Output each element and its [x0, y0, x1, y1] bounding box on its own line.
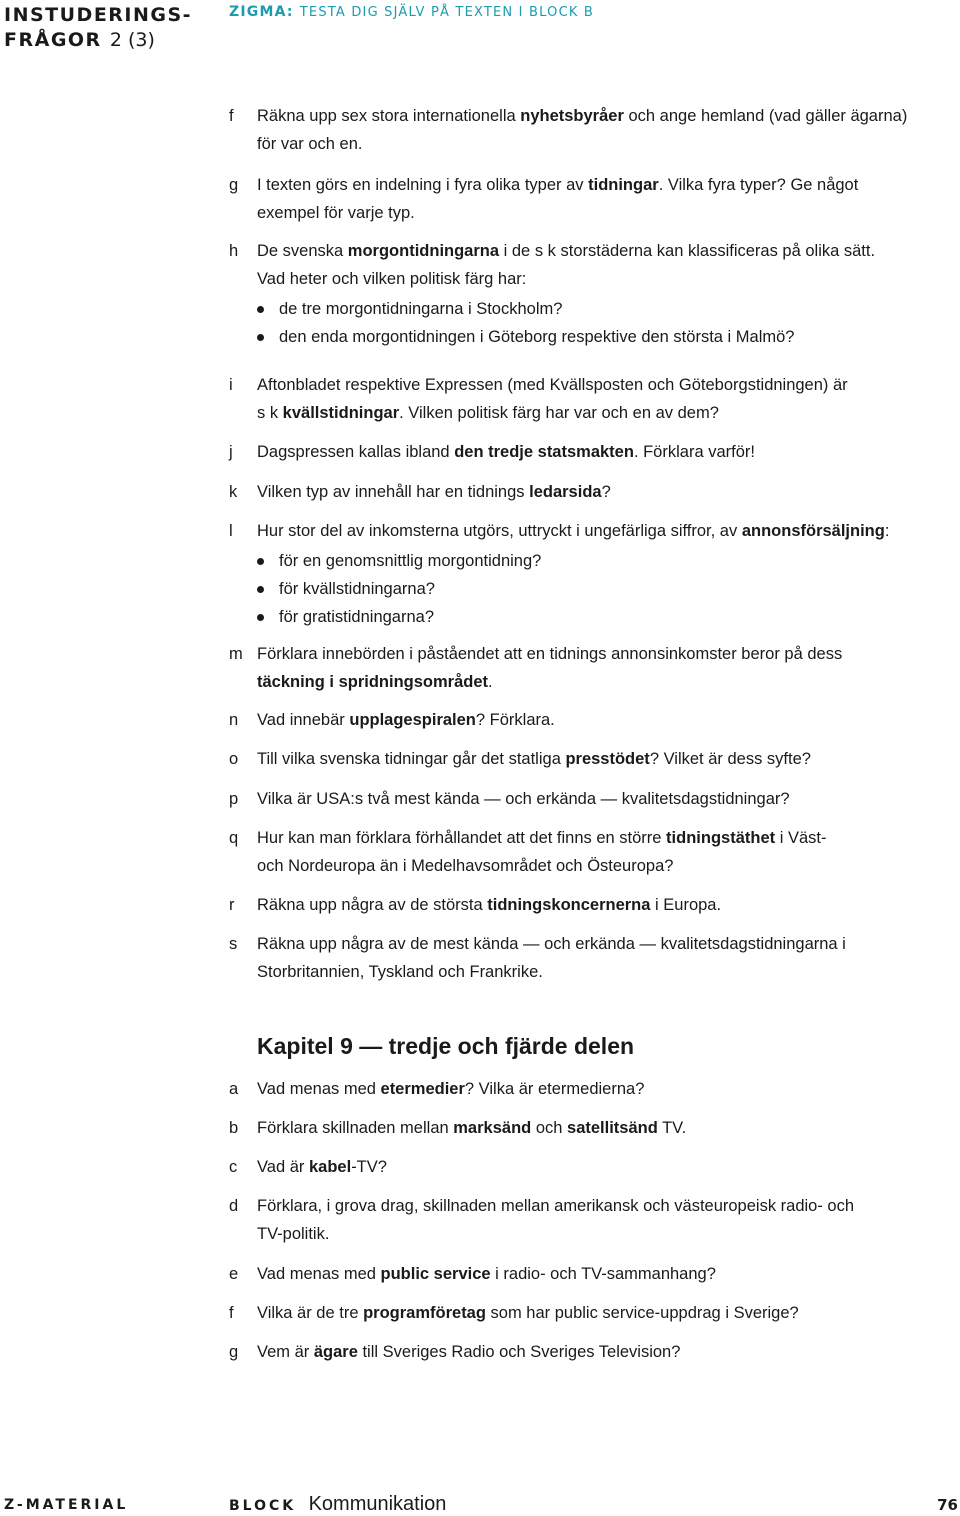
text-segment: Aftonbladet respektive Expressen (med Kvällsposten och Göteborgstidningen) är [257, 376, 848, 394]
question-letter: p [229, 790, 239, 808]
footer-block-name: Kommunikation [308, 1493, 447, 1515]
question-text [257, 478, 957, 506]
bullet-item: för en genomsnittlig morgontidning? [257, 547, 957, 575]
text-segment: exempel för varje typ. [257, 204, 415, 222]
text-segment: Räkna upp några av de mest kända — och erkända — kvalitetsdagstidningarna i [257, 935, 846, 953]
question-line [257, 1075, 957, 1103]
question-line [257, 891, 957, 919]
text-segment: Hur stor del av inkomsterna utgörs, uttryckt i ungefärliga siffror, av [257, 522, 742, 540]
text-segment: i de s k storstäderna kan klassificeras på olika sätt. [499, 242, 876, 260]
key-term: tidningar [588, 176, 659, 194]
text-segment: i radio- och TV-sammanhang? [490, 1265, 716, 1283]
question-line [257, 1192, 957, 1220]
page-footer [0, 1493, 960, 1515]
key-term: ledarsida [529, 483, 602, 501]
key-term: morgontidningarna [347, 242, 500, 260]
question-line [257, 171, 957, 199]
question-line [257, 706, 957, 734]
question-text [257, 824, 957, 880]
question-letter: n [229, 711, 239, 729]
text-segment: Vad innebär [257, 711, 350, 729]
text-segment: : [884, 522, 890, 540]
key-term: nyhetsbyråer [520, 107, 624, 125]
key-term: tidningskoncernerna [487, 896, 651, 914]
question-line [257, 785, 957, 813]
footer-block [229, 1493, 446, 1516]
footer-series: Z-MATERIAL [4, 1497, 129, 1513]
question-text [257, 371, 957, 427]
question-letter: f [229, 1304, 234, 1322]
question-text [257, 785, 957, 813]
text-segment: TV. [657, 1119, 687, 1137]
key-term: annonsförsäljning [741, 522, 885, 540]
question-text [257, 891, 957, 919]
question-line [257, 824, 957, 852]
key-term: täckning i spridningsområdet [257, 673, 489, 691]
text-segment: ? Förklara. [475, 711, 555, 729]
text-segment: De svenska [257, 242, 348, 260]
question-text [257, 237, 957, 351]
key-term: etermedier [380, 1080, 465, 1098]
question-letter: d [229, 1197, 239, 1215]
text-segment: Storbritannien, Tyskland och Frankrike. [257, 963, 543, 981]
text-segment: Dagspressen kallas ibland [257, 443, 455, 461]
question-line [257, 745, 957, 773]
text-segment: i Europa. [650, 896, 722, 914]
text-segment: för var och en. [257, 135, 363, 153]
question-line [257, 1114, 957, 1142]
section-brand: ZIGMA: [229, 4, 294, 20]
key-term: kvällstidningar [282, 404, 400, 422]
section-text: TESTA DIG SJÄLV PÅ TEXTEN I BLOCK B [299, 5, 595, 20]
question-line [257, 102, 957, 130]
question-letter: a [229, 1080, 239, 1098]
text-segment: -TV? [351, 1158, 387, 1176]
text-segment: Vad heter och vilken politisk färg har: [257, 270, 527, 288]
question-letter: q [229, 829, 239, 847]
question-line [257, 371, 957, 399]
text-segment: Förklara, i grova drag, skillnaden mellan amerikansk och västeuropeisk radio- och [257, 1197, 855, 1215]
text-segment: ? Vilka är etermedierna? [464, 1080, 645, 1098]
text-segment: Hur kan man förklara förhållandet att det finns en större [257, 829, 667, 847]
question-letter: g [229, 176, 239, 194]
question-text [257, 745, 957, 773]
question-letter: e [229, 1265, 239, 1283]
question-text [257, 706, 957, 734]
question-letter: l [229, 522, 233, 540]
question-line [257, 478, 957, 506]
footer-block-label: BLOCK [229, 1498, 297, 1514]
bullet-list [257, 547, 957, 631]
question-text [257, 1338, 957, 1366]
page-header [4, 3, 192, 53]
key-term: upplagespiralen [349, 711, 476, 729]
question-text [257, 102, 957, 158]
question-line [257, 517, 957, 545]
question-letter: h [229, 242, 239, 260]
question-letter: j [229, 443, 233, 461]
text-segment: Förklara innebörden i påståendet att en tidnings annonsinkomster beror på dess [257, 645, 843, 663]
question-text [257, 1299, 957, 1327]
key-term: public service [380, 1265, 491, 1283]
key-term: ägare [313, 1343, 358, 1361]
question-letter: k [229, 483, 238, 501]
question-line [257, 1260, 957, 1288]
text-segment: I texten görs en indelning i fyra olika typer av [257, 176, 589, 194]
question-letter: f [229, 107, 234, 125]
question-line [257, 1338, 957, 1366]
question-letter: i [229, 376, 233, 394]
question-text [257, 438, 957, 466]
question-text [257, 930, 957, 986]
text-segment: Räkna upp några av de största [257, 896, 488, 914]
question-text [257, 1114, 957, 1142]
question-line [257, 265, 957, 293]
text-segment: . Vilka fyra typer? Ge något [658, 176, 859, 194]
text-segment: Till vilka svenska tidningar går det statliga [257, 750, 566, 768]
bullet-item: de tre morgontidningarna i Stockholm? [257, 295, 957, 323]
key-term: marksänd [453, 1119, 532, 1137]
text-segment: Vad menas med [257, 1080, 381, 1098]
key-term: kabel [308, 1158, 352, 1176]
header-title-line2 [4, 28, 192, 53]
text-segment: och ange hemland (vad gäller ägarna) [623, 107, 908, 125]
text-segment: och [531, 1119, 568, 1137]
text-segment: ? [601, 483, 611, 501]
question-line [257, 852, 957, 880]
text-segment: Räkna upp sex stora internationella [257, 107, 521, 125]
question-text [257, 171, 957, 227]
text-segment: i Väst- [775, 829, 827, 847]
question-text [257, 1075, 957, 1103]
key-term: presstödet [565, 750, 650, 768]
text-segment: Förklara skillnaden mellan [257, 1119, 454, 1137]
question-letter: r [229, 896, 235, 914]
question-line [257, 1153, 957, 1181]
bullet-list [257, 295, 957, 351]
question-text [257, 1192, 957, 1248]
question-letter: m [229, 645, 243, 663]
key-term: satellitsänd [567, 1119, 658, 1137]
question-letter: g [229, 1343, 239, 1361]
question-line [257, 199, 957, 227]
text-segment: Vad är [257, 1158, 309, 1176]
question-line [257, 130, 957, 158]
text-segment: Vad menas med [257, 1265, 381, 1283]
text-segment: till Sveriges Radio och Sveriges Television? [357, 1343, 681, 1361]
text-segment: Vilken typ av innehåll har en tidnings [257, 483, 530, 501]
text-segment: Vilka är de tre [257, 1304, 364, 1322]
text-segment: Vilka är USA:s två mest kända — och erkända — kvalitetsdagstidningar? [257, 790, 790, 808]
question-text [257, 1260, 957, 1288]
text-segment: och Nordeuropa än i Medelhavsområdet och Östeuropa? [257, 857, 674, 875]
key-term: tidningstäthet [666, 829, 776, 847]
page-number: 76 [937, 1496, 958, 1514]
text-segment: ? Vilket är dess syfte? [649, 750, 811, 768]
question-text [257, 1153, 957, 1181]
header-title-line1: INSTUDERINGS- [4, 4, 193, 26]
question-line [257, 640, 957, 668]
question-line [257, 438, 957, 466]
key-term: programföretag [363, 1304, 486, 1322]
text-segment: Vem är [257, 1343, 314, 1361]
bullet-item: den enda morgontidningen i Göteborg respektive den största i Malmö? [257, 323, 957, 351]
question-letter: s [229, 935, 238, 953]
bullet-item: för gratistidningarna? [257, 603, 957, 631]
question-line [257, 1220, 957, 1248]
text-segment: s k [257, 404, 283, 422]
bullet-item: för kvällstidningarna? [257, 575, 957, 603]
question-line [257, 399, 957, 427]
text-segment: TV-politik. [257, 1225, 330, 1243]
question-letter: c [229, 1158, 238, 1176]
question-line [257, 1299, 957, 1327]
text-segment: som har public service-uppdrag i Sverige? [485, 1304, 799, 1322]
question-letter: o [229, 750, 239, 768]
chapter-title: Kapitel 9 — tredje och fjärde delen [257, 1033, 635, 1059]
text-segment: . Vilken politisk färg har var och en av dem? [399, 404, 719, 422]
question-line [257, 930, 957, 958]
header-title-word: FRÅGOR [4, 29, 102, 51]
question-line [257, 668, 957, 696]
question-text [257, 517, 957, 631]
section-heading [229, 4, 594, 20]
question-text [257, 640, 957, 696]
question-line [257, 237, 957, 265]
question-line [257, 958, 957, 986]
key-term: den tredje statsmakten [454, 443, 634, 461]
header-page-of: 2 (3) [109, 29, 155, 51]
question-letter: b [229, 1119, 239, 1137]
text-segment: . [488, 673, 493, 691]
text-segment: . Förklara varför! [633, 443, 755, 461]
